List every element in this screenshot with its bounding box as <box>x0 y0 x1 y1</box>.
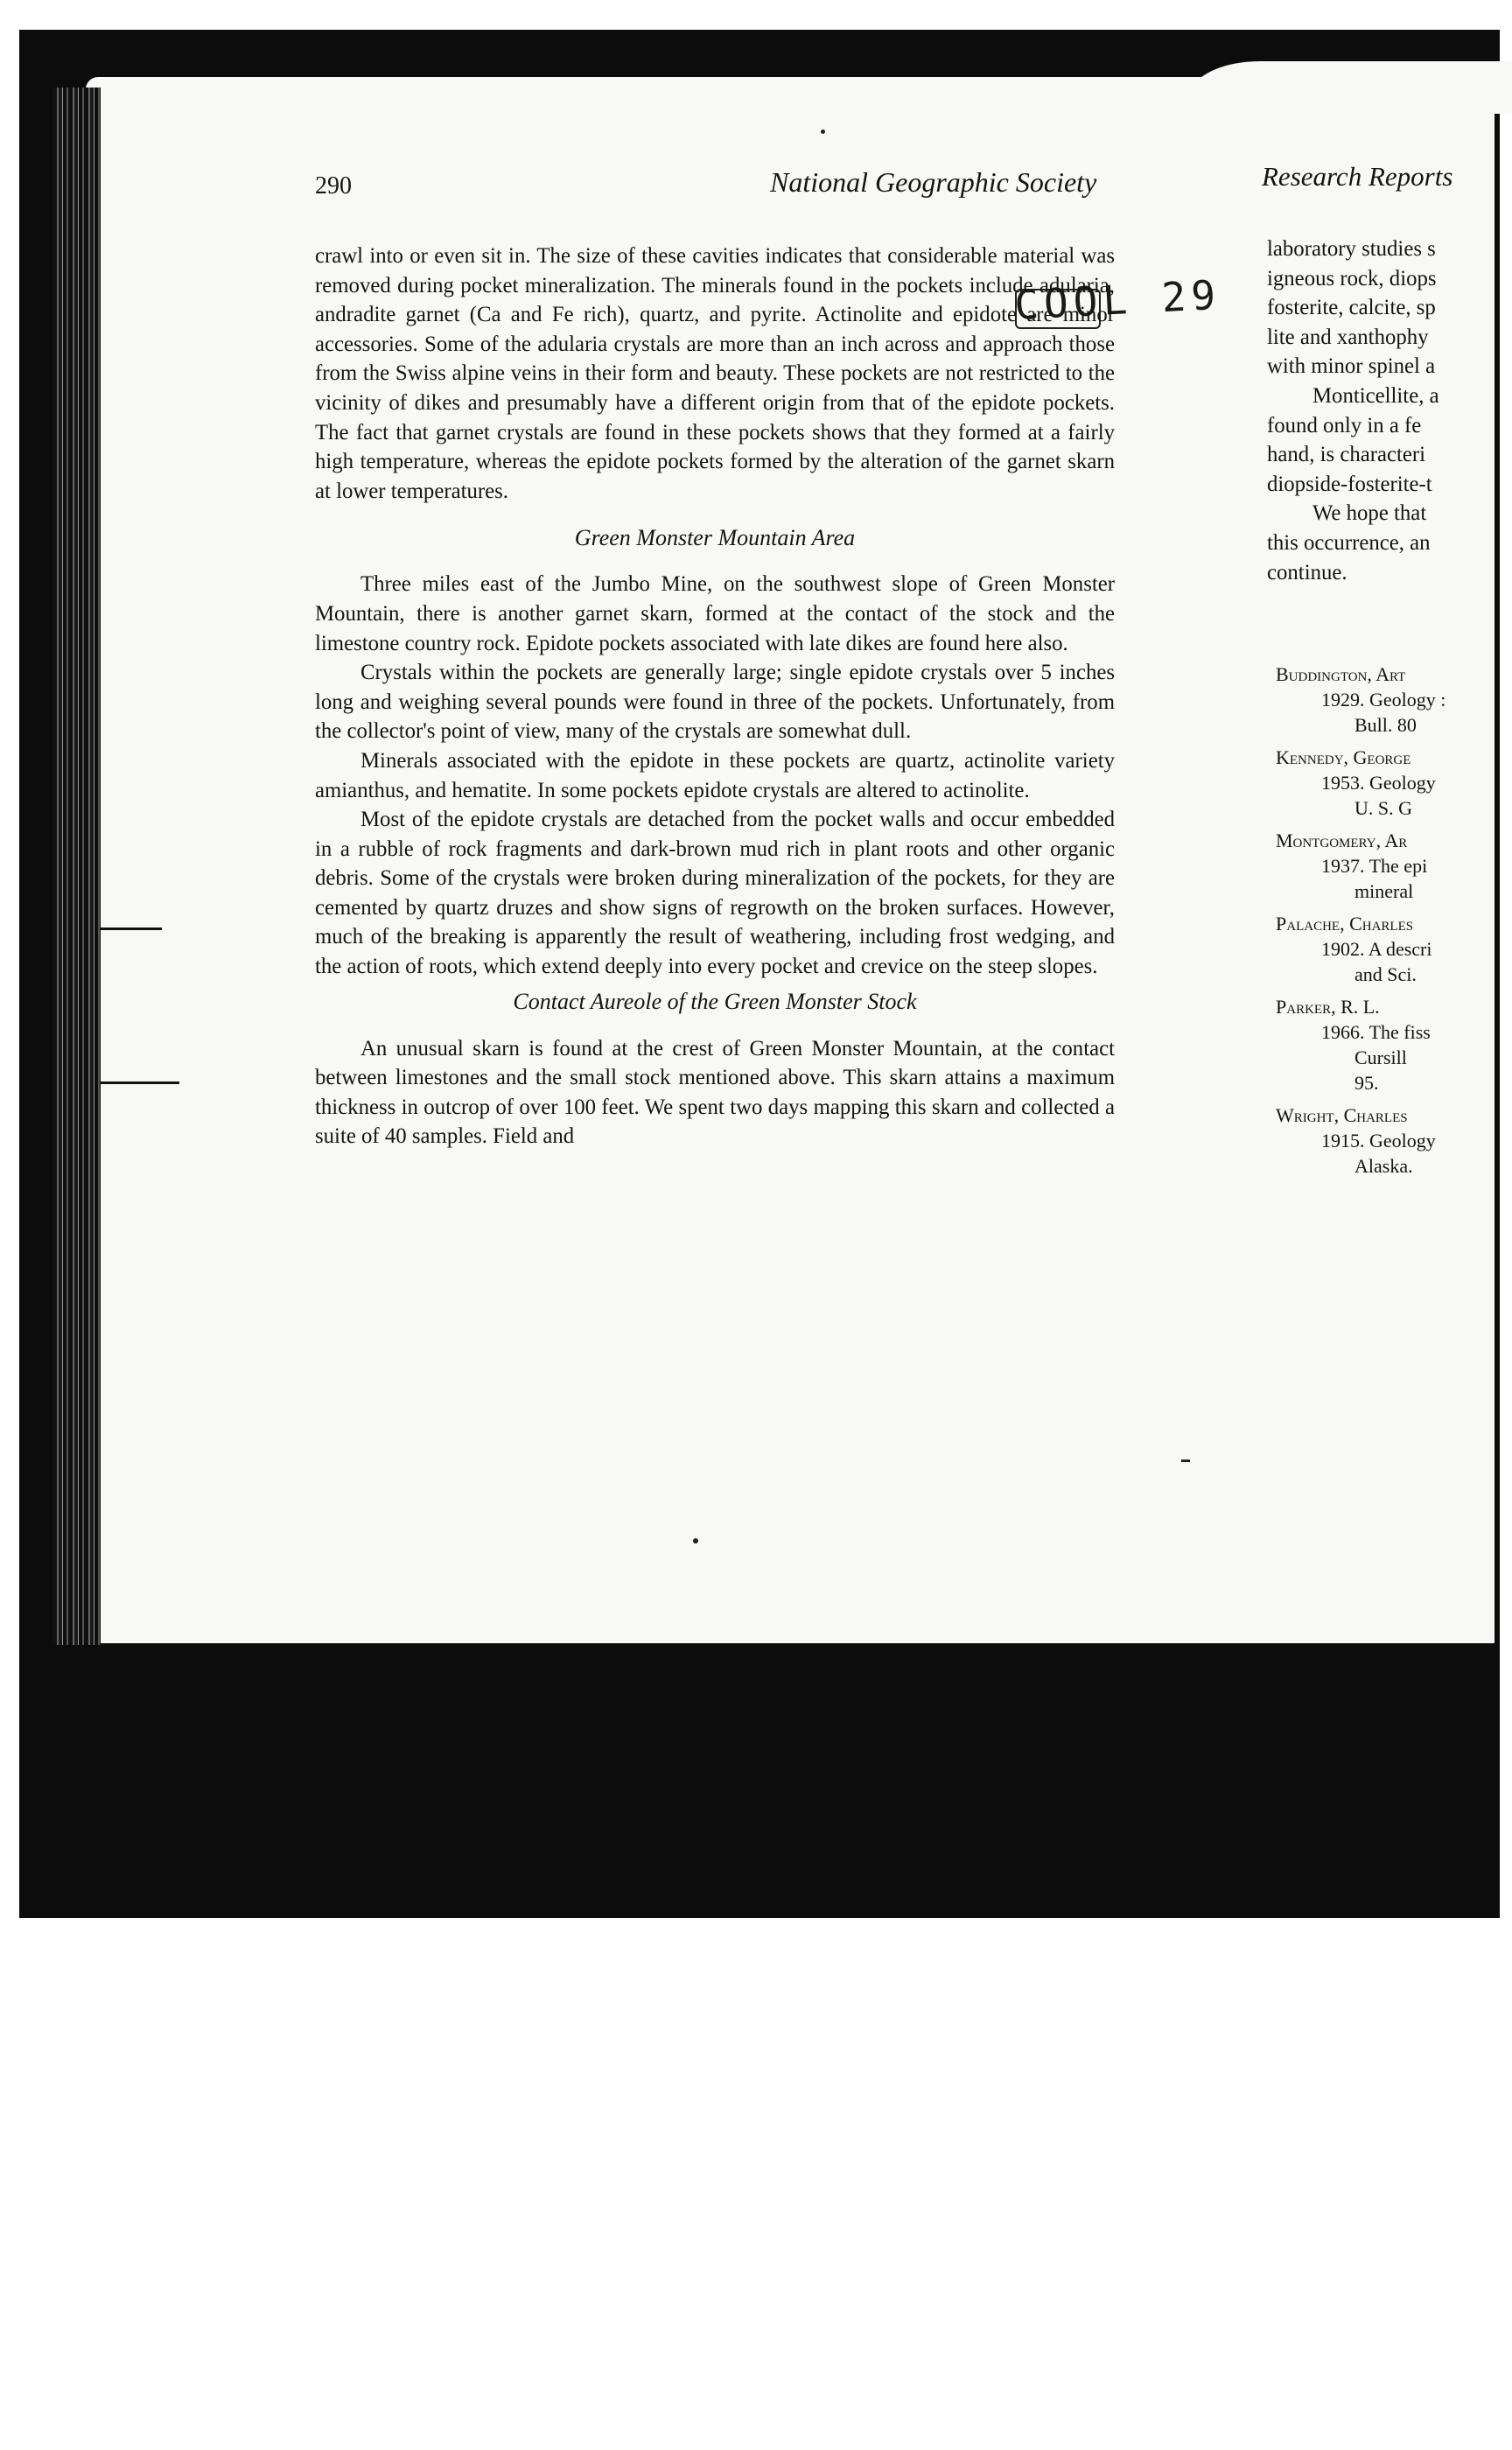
facing-line: igneous rock, diops <box>1267 266 1437 290</box>
reference-line: Cursill <box>1354 1046 1407 1068</box>
reference-line: 1953. Geology <box>1321 772 1436 794</box>
facing-line: fosterite, calcite, sp <box>1267 296 1436 320</box>
ink-stamp: COOL 29 <box>1013 270 1222 329</box>
running-head: National Geographic Society <box>770 166 1097 198</box>
reference-line: 1915. Geology <box>1321 1130 1436 1152</box>
facing-line: diopside-fosterite-t <box>1267 472 1432 496</box>
section-heading-green-monster: Green Monster Mountain Area <box>574 525 856 551</box>
facing-line: with minor spinel a <box>1267 354 1436 379</box>
reference-author: Buddington, Art <box>1276 663 1406 685</box>
facing-line: found only in a fe <box>1267 413 1422 438</box>
paragraph-6: An unusual skarn is found at the crest of Green Monster Mountain, at the contact between limestones and the small stock mentioned above. This skarn attains a maximum thickness in outcrop of over 100 feet. We spent two days mapping this skarn and collected a suite of 40 samples. Field and <box>315 1036 1115 1149</box>
reference-line: U. S. G <box>1354 797 1413 819</box>
paragraph-5: Most of the epidote crystals are detached from the pocket walls and occur embedded in a rubble of rock fragments and dark-brown mud rich in plant roots and other organic debris. Some of the crystals were broken during mineralization of the pockets, for they are cemented by quartz druzes and show signs of regrowth on the broken surfaces. However, much of the breaking is apparently the result of weathering, including frost wedging, and the action of roots, which extend deeply into every pocket and crevice on the steep slopes. <box>315 808 1115 979</box>
paragraph-4: Minerals associated with the epidote in these pockets are quartz, actinolite variety amianthus, and hematite. In some pockets epidote crystals are altered to actinolite. <box>315 748 1115 802</box>
paragraph-3: Crystals within the pockets are generally large; single epidote crystals over 5 inches long and weighing several pounds were found in three of the pockets. Unfortunately, from the collector's point of view, many of the crystals are somewhat dull. <box>315 661 1115 744</box>
reference-line: mineral <box>1354 880 1414 902</box>
reference-line: 95. <box>1354 1072 1379 1094</box>
reference-line: 1937. The epi <box>1321 855 1428 877</box>
reference-author: Palache, Charles <box>1276 913 1414 934</box>
facing-line: continue. <box>1267 560 1348 584</box>
facing-line: lite and xanthophy <box>1267 325 1429 349</box>
paragraph-2: Three miles east of the Jumbo Mine, on the southwest slope of Green Monster Mountain, there is another garnet skarn, formed at the contact of the stock and the limestone country rock. Epidote pockets associated with late dikes are found here also. <box>315 572 1115 655</box>
reference-line: 1929. Geology : <box>1321 689 1446 710</box>
page-number: 290 <box>315 172 352 200</box>
facing-page-text <box>1267 234 1494 587</box>
book-binding-edge <box>52 88 101 1645</box>
page-curl <box>1190 61 1512 114</box>
paragraph-1: crawl into or even sit in. The size of these cavities indicates that considerable material was removed during pocket mineralization. The minerals found in the pockets include adularia, andradite garnet (Ca and Fe rich), quartz, and pyrite. Actinolite and epidote are minor accessories. Some of the adularia crystals are more than an inch across and approach those from the Swiss alpine veins in their form and beauty. These pockets are not restricted to the vicinity of dikes and presumably have a different origin from that of the epidote pockets. The fact that garnet crystals are found in these pockets shows that they formed at a fairly high temperature, whereas the epidote pockets formed by the alteration of the garnet skarn at lower temperatures. <box>315 244 1115 503</box>
facing-line: We hope that <box>1312 501 1427 526</box>
scan-artifact <box>101 928 162 930</box>
facing-line: laboratory studies s <box>1267 237 1436 261</box>
scan-artifact <box>101 1082 179 1084</box>
reference-author: Wright, Charles <box>1276 1104 1408 1126</box>
main-text-column <box>315 242 1115 1152</box>
reference-author: Kennedy, George <box>1276 746 1411 768</box>
facing-line: this occurrence, an <box>1267 530 1431 555</box>
facing-line: Monticellite, a <box>1312 383 1439 408</box>
reference-line: 1966. The fiss <box>1321 1021 1431 1043</box>
scan-speck <box>693 1538 698 1544</box>
scan-speck <box>821 130 825 134</box>
scan-speck <box>1181 1460 1190 1462</box>
reference-line: Bull. 80 <box>1354 714 1417 736</box>
running-head-right: Research Reports <box>1262 161 1453 192</box>
reference-line: 1902. A descri <box>1321 938 1432 960</box>
references-list <box>1276 662 1494 1179</box>
reference-line: Alaska. <box>1354 1155 1413 1177</box>
section-heading-contact-aureole: Contact Aureole of the Green Monster Stock <box>513 988 917 1014</box>
facing-line: hand, is characteri <box>1267 443 1426 467</box>
reference-line: and Sci. <box>1354 963 1417 985</box>
reference-author: Parker, R. L. <box>1276 996 1380 1018</box>
reference-author: Montgomery, Ar <box>1276 830 1408 851</box>
